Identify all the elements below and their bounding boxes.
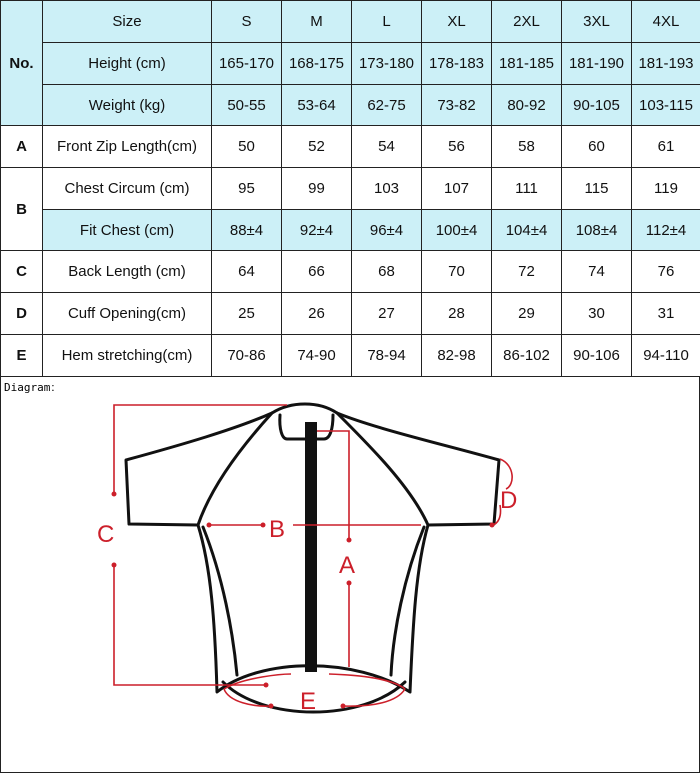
table-cell: 64 <box>212 251 282 293</box>
table-cell: 26 <box>282 293 352 335</box>
label-d: D <box>500 487 518 514</box>
table-cell: 173-180 <box>352 43 422 85</box>
table-cell: 181-193 <box>632 43 700 85</box>
header-cell: L <box>352 1 422 43</box>
row-label: Weight (kg) <box>43 85 212 126</box>
weight-row <box>1 85 700 126</box>
back-length-row <box>1 251 700 293</box>
table-cell: 78-94 <box>352 335 422 377</box>
table-cell: 50-55 <box>212 85 282 126</box>
table-cell: 27 <box>352 293 422 335</box>
measure-d-upper <box>500 459 512 489</box>
table-cell: 58 <box>492 126 562 168</box>
size-chart-table <box>0 0 700 377</box>
measure-point <box>269 704 274 709</box>
table-cell: 165-170 <box>212 43 282 85</box>
table-cell: 115 <box>562 168 632 210</box>
table-cell: 86-102 <box>492 335 562 377</box>
table-cell: 95 <box>212 168 282 210</box>
header-cell: XL <box>422 1 492 43</box>
table-cell: 94-110 <box>632 335 700 377</box>
row-label: Back Length (cm) <box>43 251 212 293</box>
measure-e-bottom-right <box>343 689 405 706</box>
size-header-row <box>1 1 700 43</box>
label-a: A <box>339 552 356 579</box>
table-cell: 112±4 <box>632 210 700 251</box>
jersey-illustration <box>1 377 699 772</box>
table-cell: 74 <box>562 251 632 293</box>
diagram-caption: Diagram： <box>4 381 62 394</box>
measure-c-bottom <box>114 565 266 685</box>
table-cell: 99 <box>282 168 352 210</box>
table-cell: 168-175 <box>282 43 352 85</box>
table-cell: 181-190 <box>562 43 632 85</box>
table-cell: 104±4 <box>492 210 562 251</box>
table-cell: 53-64 <box>282 85 352 126</box>
table-cell: 88±4 <box>212 210 282 251</box>
table-cell: 108±4 <box>562 210 632 251</box>
header-cell: S <box>212 1 282 43</box>
row-label: Front Zip Length(cm) <box>43 126 212 168</box>
table-cell: 54 <box>352 126 422 168</box>
table-cell: 61 <box>632 126 700 168</box>
measure-point <box>341 704 346 709</box>
table-cell: 52 <box>282 126 352 168</box>
front-zip-row <box>1 126 700 168</box>
table-cell: 92±4 <box>282 210 352 251</box>
table-cell: 60 <box>562 126 632 168</box>
row-key: D <box>1 293 43 335</box>
table-cell: 111 <box>492 168 562 210</box>
row-label: Hem stretching(cm) <box>43 335 212 377</box>
row-label: Height (cm) <box>43 43 212 85</box>
fit-chest-row <box>1 210 700 251</box>
jersey-diagram <box>0 376 700 773</box>
measure-point <box>112 492 117 497</box>
table-cell: 68 <box>352 251 422 293</box>
row-key: C <box>1 251 43 293</box>
table-cell: 30 <box>562 293 632 335</box>
measure-point <box>112 563 117 568</box>
table-cell: 90-106 <box>562 335 632 377</box>
header-cell: 3XL <box>562 1 632 43</box>
measure-point <box>207 523 212 528</box>
label-e: E <box>300 688 317 715</box>
measure-point <box>261 523 266 528</box>
row-key: B <box>1 168 43 251</box>
cuff-opening-row <box>1 293 700 335</box>
table-cell: 28 <box>422 293 492 335</box>
table-cell: 74-90 <box>282 335 352 377</box>
row-label: Cuff Opening(cm) <box>43 293 212 335</box>
row-key: A <box>1 126 43 168</box>
chest-circum-row <box>1 168 700 210</box>
table-cell: 90-105 <box>562 85 632 126</box>
table-cell: 50 <box>212 126 282 168</box>
row-key: E <box>1 335 43 377</box>
row-label: Chest Circum (cm) <box>43 168 212 210</box>
table-cell: 66 <box>282 251 352 293</box>
height-row <box>1 43 700 85</box>
table-cell: 62-75 <box>352 85 422 126</box>
table-cell: 31 <box>632 293 700 335</box>
measure-point <box>264 683 269 688</box>
label-c: C <box>97 521 115 548</box>
hem-stretching-row <box>1 335 700 377</box>
table-cell: 82-98 <box>422 335 492 377</box>
header-cell: 2XL <box>492 1 562 43</box>
table-cell: 25 <box>212 293 282 335</box>
table-cell: 103-115 <box>632 85 700 126</box>
table-cell: 181-185 <box>492 43 562 85</box>
header-cell: M <box>282 1 352 43</box>
table-cell: 80-92 <box>492 85 562 126</box>
table-cell: 29 <box>492 293 562 335</box>
table-cell: 119 <box>632 168 700 210</box>
table-cell: 178-183 <box>422 43 492 85</box>
table-cell: 103 <box>352 168 422 210</box>
table-cell: 100±4 <box>422 210 492 251</box>
header-cell: 4XL <box>632 1 700 43</box>
table-cell: 107 <box>422 168 492 210</box>
measure-point <box>347 581 352 586</box>
table-cell: 70-86 <box>212 335 282 377</box>
measure-a-top <box>317 431 349 540</box>
table-cell: 73-82 <box>422 85 492 126</box>
header-cell: Size <box>43 1 212 43</box>
no-label: No. <box>1 1 43 126</box>
table-cell: 70 <box>422 251 492 293</box>
row-label: Fit Chest (cm) <box>43 210 212 251</box>
measure-point <box>490 523 495 528</box>
front-zip <box>305 422 317 672</box>
table-cell: 56 <box>422 126 492 168</box>
table-cell: 72 <box>492 251 562 293</box>
measure-point <box>347 538 352 543</box>
label-b: B <box>269 516 286 543</box>
table-cell: 76 <box>632 251 700 293</box>
table-cell: 96±4 <box>352 210 422 251</box>
